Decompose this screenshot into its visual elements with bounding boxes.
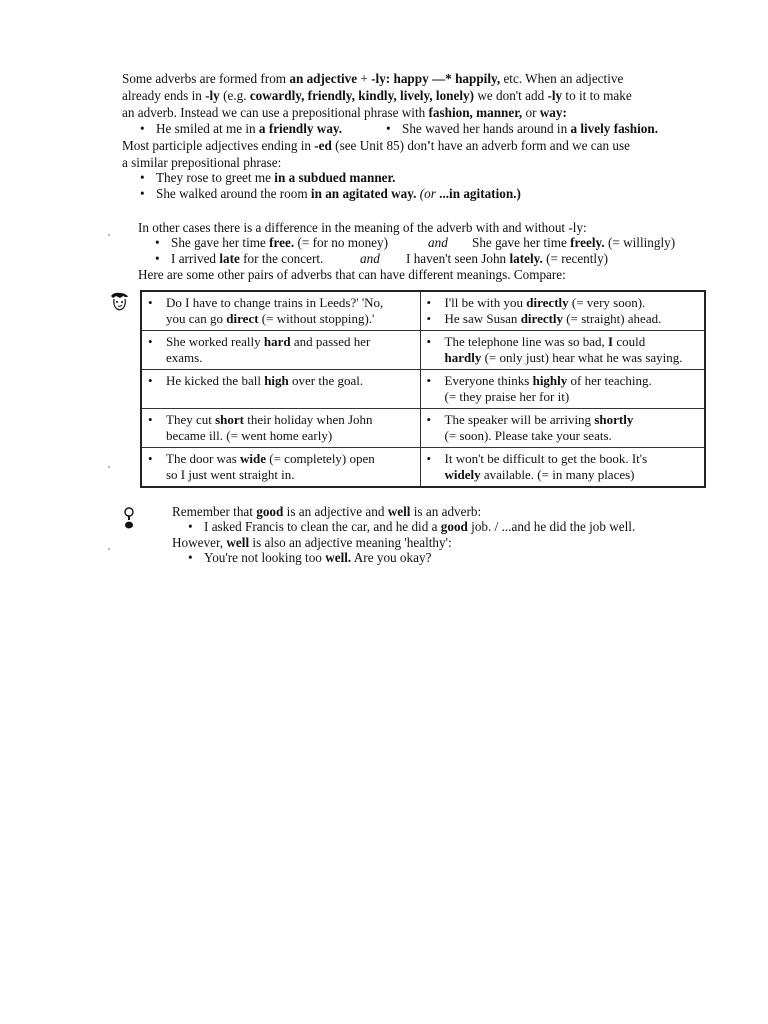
cell-line: • He kicked the ball high over the goal.: [148, 373, 364, 388]
table-cell-right: [420, 291, 705, 331]
cell-line: • The telephone line was so bad, I could: [426, 334, 646, 349]
example-subdued-manner: • They rose to greet me in a subdued manner.: [140, 170, 396, 185]
cell-line: • I'll be with you directly (= very soon).: [426, 295, 646, 310]
table-cell-right: [420, 331, 705, 370]
cell-line: so I just went straight in.: [166, 467, 295, 482]
table-row: [141, 331, 705, 370]
face-icon: [108, 292, 130, 314]
intro-line-5: a similar prepositional phrase:: [122, 155, 282, 170]
table-cell-right: [420, 409, 705, 448]
table-cell-left: [141, 331, 420, 370]
example-lively-fashion: • She waved her hands around in a lively fashion.: [386, 121, 659, 136]
and-label-1: and: [428, 235, 448, 250]
example-good-job: • I asked Francis to clean the car, and he did a good job. / ...and he did the job well.: [188, 519, 636, 534]
cell-line: you can go direct (= without stopping).': [166, 311, 375, 326]
intro-line-3: an adverb. Instead we can use a prepositional phrase with fashion, manner, or way:: [122, 105, 567, 120]
intro-line-2: already ends in -ly (e.g. cowardly, friendly, kindly, lively, lonely) we don't add -ly to it to make: [122, 88, 632, 103]
note-line-2: However, well is also an adjective meaning 'healthy':: [172, 535, 452, 550]
cell-line: (= they praise her for it): [444, 389, 570, 404]
table-cell-right: [420, 370, 705, 409]
table-cell-right: [420, 448, 705, 488]
margin-speck: [108, 548, 110, 550]
table-row: [141, 409, 705, 448]
cell-line: • She worked really hard and passed her: [148, 334, 371, 349]
intro-line-4: Most participle adjectives ending in -ed (see Unit 85) don't have an adverb form and we can use: [122, 138, 630, 153]
table-row: [141, 370, 705, 409]
cell-line: • Everyone thinks highly of her teaching.: [426, 373, 652, 388]
cell-line: • Do I have to change trains in Leeds?' 'No,: [148, 295, 384, 310]
and-label-2: and: [360, 251, 380, 266]
table-cell-left: [141, 409, 420, 448]
example-free: • She gave her time free. (= for no money): [155, 235, 389, 250]
example-late: • I arrived late for the concert.: [155, 251, 324, 266]
example-freely: She gave her time freely. (= willingly): [472, 235, 676, 250]
cell-line: • The speaker will be arriving shortly: [426, 412, 634, 427]
table-row: [141, 448, 705, 488]
cell-line: became ill. (= went home early): [166, 428, 333, 443]
compare-line: Here are some other pairs of adverbs that can have different meanings. Compare:: [138, 267, 566, 282]
table-cell-left: [141, 291, 420, 331]
exclamation-icon: [122, 507, 136, 529]
cell-line: • He saw Susan directly (= straight) ahead.: [426, 311, 662, 326]
cell-line: widely available. (= in many places): [444, 467, 635, 482]
margin-speck: [108, 466, 110, 468]
example-friendly-way: • He smiled at me in a friendly way.: [140, 121, 343, 136]
cell-line: • The door was wide (= completely) open: [148, 451, 375, 466]
cell-line: • They cut short their holiday when John: [148, 412, 373, 427]
cell-line: hardly (= only just) hear what he was saying.: [444, 350, 683, 365]
cell-line: (= soon). Please take your seats.: [444, 428, 612, 443]
table-cell-left: [141, 448, 420, 488]
example-lately: I haven't seen John lately. (= recently): [406, 251, 609, 266]
example-looking-well: • You're not looking too well. Are you okay?: [188, 550, 432, 565]
intro-line-1: Some adverbs are formed from an adjective + -ly: happy —* happily, etc. When an adjective: [122, 71, 624, 86]
comparison-table: [140, 290, 706, 488]
table-row: [141, 291, 705, 331]
meaning-intro: In other cases there is a difference in the meaning of the adverb with and without -ly:: [138, 220, 587, 235]
cell-line: • It won't be difficult to get the book. It's: [426, 451, 648, 466]
table-cell-left: [141, 370, 420, 409]
margin-speck: [108, 234, 110, 236]
cell-line: exams.: [166, 350, 203, 365]
example-agitated-way: • She walked around the room in an agitated way. (or ...in agitation.): [140, 186, 521, 201]
note-line-1: Remember that good is an adjective and well is an adverb:: [172, 504, 482, 519]
